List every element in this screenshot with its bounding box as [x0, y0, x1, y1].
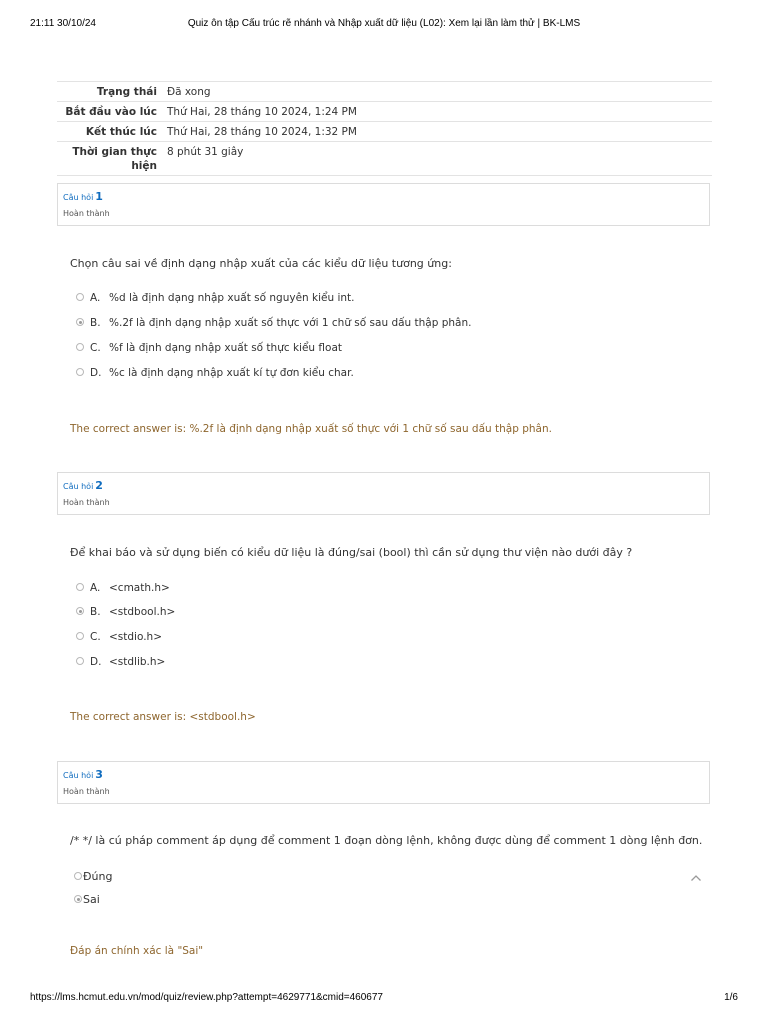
summary-value: Thứ Hai, 28 tháng 10 2024, 1:32 PM — [163, 122, 712, 142]
question-1-option-b[interactable] — [76, 316, 472, 330]
question-2-option-a[interactable] — [76, 581, 170, 595]
radio-button-selected[interactable] — [76, 607, 84, 615]
question-3-info — [57, 761, 710, 804]
question-number-value: 2 — [95, 479, 103, 492]
radio-button[interactable] — [76, 632, 84, 640]
option-text: Sai — [83, 893, 100, 906]
option-text: <stdlib.h> — [109, 656, 166, 668]
radio-button[interactable] — [76, 368, 84, 376]
question-3-text: /* */ là cú pháp comment áp dụng để comment 1 đoạn dòng lệnh, không được dùng để comment 1 dòng lệnh đơn. — [70, 834, 703, 847]
question-prefix: Câu hỏi — [63, 771, 94, 780]
option-letter: D. — [90, 656, 102, 668]
summary-row-status — [57, 82, 712, 102]
question-state: Hoàn thành — [63, 787, 110, 796]
radio-button[interactable] — [76, 657, 84, 665]
radio-button[interactable] — [74, 872, 82, 880]
print-url: https://lms.hcmut.edu.vn/mod/quiz/review.php?attempt=4629771&cmid=460677 — [30, 992, 383, 1003]
option-letter: B. — [90, 606, 101, 618]
print-footer — [30, 992, 738, 1006]
question-1-option-a[interactable] — [76, 291, 355, 305]
question-number — [63, 768, 103, 781]
question-2-info — [57, 472, 710, 515]
question-1-info — [57, 183, 710, 226]
question-2-option-d[interactable] — [76, 655, 165, 669]
option-text: <stdio.h> — [109, 631, 162, 643]
radio-button-selected[interactable] — [76, 318, 84, 326]
radio-button[interactable] — [76, 293, 84, 301]
option-letter: C. — [90, 631, 101, 643]
option-letter: D. — [90, 367, 102, 379]
print-doc-title: Quiz ôn tập Cấu trúc rẽ nhánh và Nhập xuất dữ liệu (L02): Xem lại lần làm thử | BK-LMS — [187, 18, 581, 29]
summary-label: Thời gian thực hiện — [57, 142, 163, 176]
question-number — [63, 479, 103, 492]
summary-row-completed — [57, 122, 712, 142]
question-2-text: Để khai báo và sử dụng biến có kiểu dữ liệu là đúng/sai (bool) thì cần sử dụng thư viện nào dưới đây ? — [70, 546, 633, 559]
question-number — [63, 190, 103, 203]
question-2-option-c[interactable] — [76, 630, 162, 644]
question-number-value: 3 — [95, 768, 103, 781]
summary-label: Trạng thái — [57, 82, 163, 102]
radio-button[interactable] — [76, 343, 84, 351]
summary-value: Thứ Hai, 28 tháng 10 2024, 1:24 PM — [163, 102, 712, 122]
option-text: %d là định dạng nhập xuất số nguyên kiểu int. — [109, 292, 355, 304]
option-letter: B. — [90, 317, 101, 329]
option-text: %.2f là định dạng nhập xuất số thực với 1 chữ số sau dấu thập phân. — [109, 317, 472, 329]
option-text: <stdbool.h> — [109, 606, 176, 618]
summary-row-duration — [57, 142, 712, 176]
option-text: <cmath.h> — [109, 582, 170, 594]
summary-label: Bắt đầu vào lúc — [57, 102, 163, 122]
question-state: Hoàn thành — [63, 209, 110, 218]
question-2-option-b[interactable] — [76, 605, 175, 619]
print-datetime: 21:11 30/10/24 — [30, 18, 96, 29]
option-letter: A. — [90, 582, 101, 594]
option-letter: C. — [90, 342, 101, 354]
summary-label: Kết thúc lúc — [57, 122, 163, 142]
option-text: %f là định dạng nhập xuất số thực kiểu float — [109, 342, 342, 354]
question-number-value: 1 — [95, 190, 103, 203]
summary-row-started — [57, 102, 712, 122]
question-3-option-true[interactable] — [74, 870, 112, 884]
option-letter: A. — [90, 292, 101, 304]
option-text: %c là định dạng nhập xuất kí tự đơn kiểu char. — [109, 367, 354, 379]
question-prefix: Câu hỏi — [63, 482, 94, 491]
question-3-option-false[interactable] — [74, 893, 100, 907]
summary-value: 8 phút 31 giây — [163, 142, 712, 176]
radio-button[interactable] — [76, 583, 84, 591]
question-1-option-d[interactable] — [76, 366, 354, 380]
question-2-feedback: The correct answer is: <stdbool.h> — [70, 711, 256, 723]
question-1-text: Chọn câu sai về định dạng nhập xuất của các kiểu dữ liệu tương ứng: — [70, 257, 452, 270]
question-1-feedback: The correct answer is: %.2f là định dạng nhập xuất số thực với 1 chữ số sau dấu thập phân. — [70, 423, 552, 435]
chevron-up-icon[interactable] — [690, 873, 702, 883]
option-text: Đúng — [83, 870, 113, 883]
attempt-summary-table — [57, 81, 712, 176]
print-header — [30, 18, 738, 32]
summary-value: Đã xong — [163, 82, 712, 102]
print-page-number: 1/6 — [724, 992, 738, 1003]
question-state: Hoàn thành — [63, 498, 110, 507]
radio-button-selected[interactable] — [74, 895, 82, 903]
question-prefix: Câu hỏi — [63, 193, 94, 202]
question-1-option-c[interactable] — [76, 341, 342, 355]
question-3-feedback: Đáp án chính xác là "Sai" — [70, 945, 204, 957]
